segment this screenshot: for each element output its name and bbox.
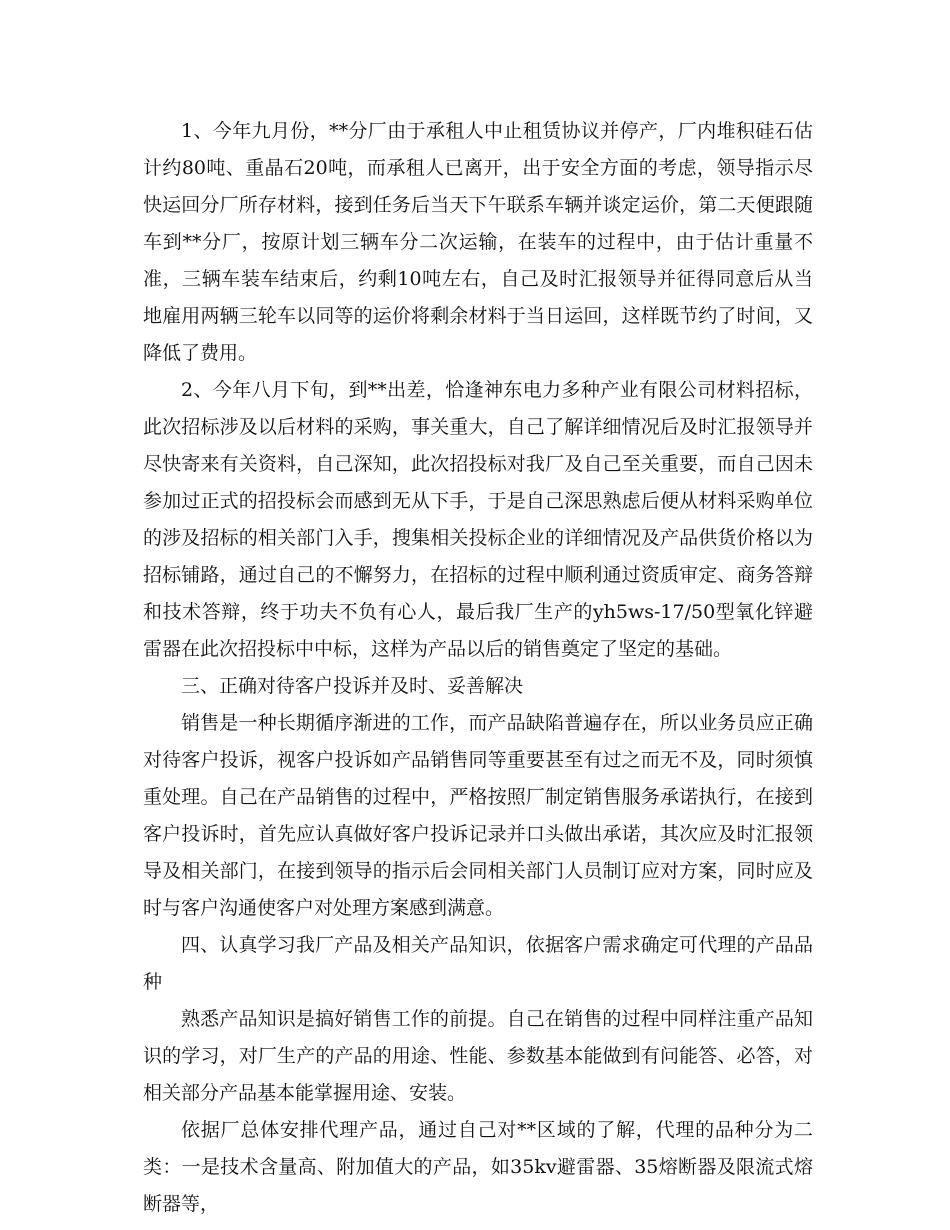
section-heading-4: 四、认真学习我厂产品及相关产品知识，依据客户需求确定可代理的产品品种: [143, 934, 813, 993]
paragraph-sales-complaints: 销售是一种长期循序渐进的工作，而产品缺陷普遍存在，所以业务员应正确对待客户投诉，视客户投诉如产品销售同等重要甚至有过之而无不及，同时须慎重处理。自己在产品销售的过程中，严格按照厂制定销售服务承诺执行，在接到客户投诉时，首先应认真做好客户投诉记录并口头做出承诺，其次应及时汇报领导及相关部门，在接到领导的指示后会同相关部门人员制订应对方案，同时应及时与客户沟通使客户对处理方案感到满意。: [143, 712, 813, 919]
document-body: [143, 113, 813, 1223]
paragraph-item-1: 1、今年九月份，**分厂由于承租人中止租赁协议并停产，厂内堆积硅石估计约80吨、重晶石20吨，而承租人已离开，出于安全方面的考虑，领导指示尽快运回分厂所存材料，接到任务后当天下午联系车辆并谈定运价，第二天便跟随车到**分厂，按原计划三辆车分二次运输，在装车的过程中，由于估计重量不准，三辆车装车结束后，约剩10吨左右，自己及时汇报领导并征得同意后从当地雇用两辆三轮车以同等的运价将剩余材料于当日运回，这样既节约了时间，又降低了费用。: [143, 120, 813, 364]
paragraph-product-knowledge: 熟悉产品知识是搞好销售工作的前提。自己在销售的过程中同样注重产品知识的学习，对厂生产的产品的用途、性能、参数基本能做到有问能答、必答，对相关部分产品基本能掌握用途、安装。: [143, 1008, 813, 1104]
paragraph-item-2: 2、今年八月下旬，到**出差，恰逢神东电力多种产业有限公司材料招标，此次招标涉及以后材料的采购，事关重大，自己了解详细情况后及时汇报领导并尽快寄来有关资料，自己深知，此次招投标对我厂及自己至关重要，而自己因未参加过正式的招投标会而感到无从下手，于是自己深思熟虑后便从材料采购单位的涉及招标的相关部门入手，搜集相关投标企业的详细情况及产品供货价格以为招标铺路，通过自己的不懈努力，在招标的过程中顺利通过资质审定、商务答辩和技术答辩，终于功夫不负有心人，最后我厂生产的yh5ws-17/50型氧化锌避雷器在此次招投标中中标，这样为产品以后的销售奠定了坚定的基础。: [143, 379, 813, 660]
paragraph-agency-products: 依据厂总体安排代理产品，通过自己对**区域的了解，代理的品种分为二类：一是技术含量高、附加值大的产品，如35kv避雷器、35熔断器及限流式熔断器等，: [143, 1119, 813, 1215]
section-heading-3: 三、正确对待客户投诉并及时、妥善解决: [181, 675, 524, 697]
